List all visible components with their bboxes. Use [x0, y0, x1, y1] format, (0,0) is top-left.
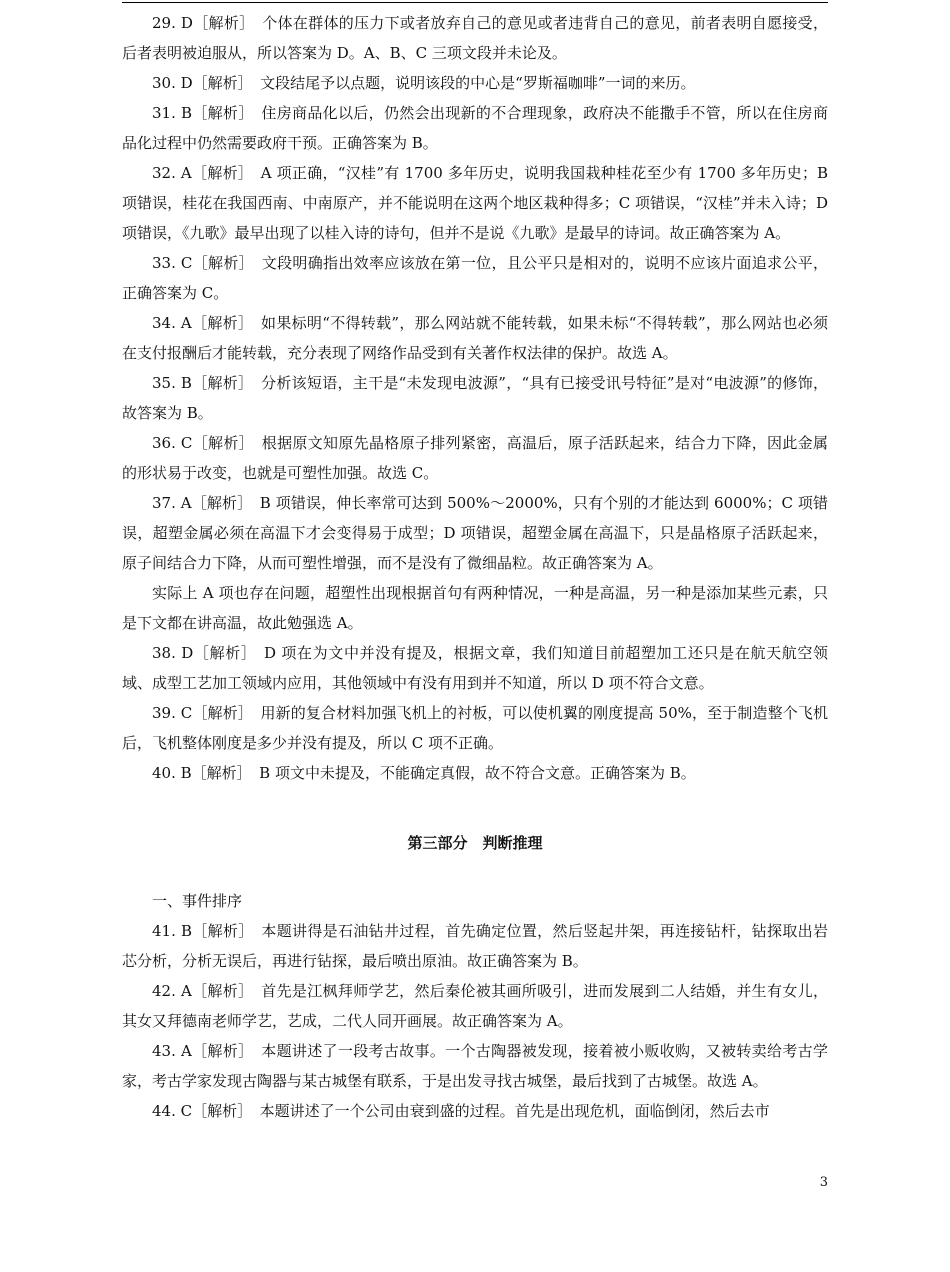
question-number: 30. D	[152, 74, 193, 92]
header-rule	[122, 2, 828, 3]
explanation-paragraph	[122, 68, 828, 98]
question-number: 44. C	[152, 1102, 193, 1120]
explanation-text: 文段结尾予以点题，说明该段的中心是“罗斯福咖啡”一词的来历。	[260, 74, 696, 92]
question-number: 42. A	[152, 982, 192, 1000]
analysis-tag: ［解析］	[191, 764, 252, 782]
analysis-tag: ［解析］	[191, 104, 254, 122]
explanation-paragraph	[122, 638, 828, 698]
explanation-list-top	[122, 8, 828, 788]
explanation-list-bottom	[122, 916, 828, 1126]
question-number: 29. D	[152, 14, 193, 32]
analysis-tag: ［解析］	[192, 74, 253, 92]
analysis-tag: ［解析］	[191, 1042, 254, 1060]
question-number: 43. A	[152, 1042, 192, 1060]
explanation-paragraph	[122, 976, 828, 1036]
analysis-tag: ［解析］	[192, 14, 255, 32]
explanation-paragraph	[122, 98, 828, 158]
analysis-tag: ［解析］	[191, 922, 254, 940]
explanation-text: D 项在为文中并没有提及，根据文章，我们知道目前超塑加工还只是在航天航空领域、成型工艺加工领域内应用，其他领域中有没有用到并不知道，所以 D 项不符合文意。	[122, 644, 828, 692]
analysis-tag: ［解析］	[191, 164, 254, 182]
explanation-text: B 项文中未提及，不能确定真假，故不符合文意。正确答案为 B。	[259, 764, 696, 782]
question-number: 31. B	[152, 104, 192, 122]
explanation-paragraph	[122, 698, 828, 758]
explanation-text: A 项正确，“汉桂”有 1700 多年历史，说明我国栽种桂花至少有 1700 多年历史；B 项错误，桂花在我国西南、中南原产，并不能说明在这两个地区栽种得多；C 项错误，“汉桂”并未入诗；D 项错误，《九歌》最早出现了以桂入诗的诗句，但并不是说《九歌》是最早的诗词。故正确答案为 A。	[122, 164, 828, 242]
explanation-text: 文段明确指出效率应该放在第一位，且公平只是相对的，说明不应该片面追求公平，正确答案为 C。	[122, 254, 828, 302]
question-number: 38. D	[152, 644, 194, 662]
question-number: 39. C	[152, 704, 193, 722]
explanation-text: 分析该短语，主干是“未发现电波源”，“具有已接受讯号特征”是对“电波源”的修饰，故答案为 B。	[122, 374, 828, 422]
explanation-text: 本题讲述了一个公司由衰到盛的过程。首先是出现危机，面临倒闭，然后去市	[259, 1102, 770, 1120]
explanation-paragraph	[122, 758, 828, 788]
question-number: 41. B	[152, 922, 192, 940]
explanation-text: B 项错误，伸长率常可达到 500%～2000%，只有个别的才能达到 6000%；C 项错误，超塑金属必须在高温下才会变得易于成型；D 项错误，超塑金属在高温下，只是晶格原子活跃起来，原子间结合力下降，从而可塑性增强，而不是没有了微细晶粒。故正确答案为 A。	[122, 494, 828, 572]
analysis-tag: ［解析］	[192, 1102, 253, 1120]
answer-explanations	[122, 8, 828, 1126]
explanation-paragraph	[122, 248, 828, 308]
analysis-tag: ［解析］	[191, 314, 254, 332]
explanation-text: 本题讲述了一段考古故事。一个古陶器被发现，接着被小贩收购，又被转卖给考古学家，考古学家发现古陶器与某古城堡有联系，于是出发寻找古城堡，最后找到了古城堡。故选 A。	[122, 1042, 828, 1090]
question-number: 36. C	[152, 434, 193, 452]
explanation-paragraph	[122, 308, 828, 368]
explanation-text: 个体在群体的压力下或者放弃自己的意见或者违背自己的意见，前者表明自愿接受，后者表明被迫服从，所以答案为 D。A、B、C 三项文段并未论及。	[122, 14, 828, 62]
subheading: 一、事件排序	[152, 892, 243, 910]
explanation-text: 住房商品化以后，仍然会出现新的不合理现象，政府决不能撒手不管，所以在住房商品化过程中仍然需要政府干预。正确答案为 B。	[122, 104, 828, 152]
question-number: 33. C	[152, 254, 193, 272]
explanation-text: 根据原文知原先晶格原子排列紧密，高温后，原子活跃起来，结合力下降，因此金属的形状易于改变，也就是可塑性加强。故选 C。	[122, 434, 828, 482]
explanation-paragraph	[122, 916, 828, 976]
question-number: 40. B	[152, 764, 192, 782]
explanation-text: 首先是江枫拜师学艺，然后秦伦被其画所吸引，进而发展到二人结婚，并生有女儿，其女又拜德南老师学艺，艺成，二代人同开画展。故正确答案为 A。	[122, 982, 828, 1030]
question-number: 35. B	[152, 374, 192, 392]
analysis-tag: ［解析］	[191, 374, 254, 392]
explanation-text: 本题讲得是石油钻井过程，首先确定位置，然后竖起井架，再连接钻杆，钻探取出岩芯分析，分析无误后，再进行钻探，最后喷出原油。故正确答案为 B。	[122, 922, 828, 970]
question-number: 32. A	[152, 164, 192, 182]
analysis-tag: ［解析］	[192, 254, 254, 272]
explanation-text: 实际上 A 项也存在问题，超塑性出现根据首句有两种情况，一种是高温，另一种是添加某些元素，只是下文都在讲高温，故此勉强选 A。	[122, 584, 828, 632]
explanation-paragraph	[122, 428, 828, 488]
explanation-paragraph	[122, 488, 828, 578]
analysis-tag: ［解析］	[191, 982, 254, 1000]
explanation-text: 用新的复合材料加强飞机上的衬板，可以使机翼的刚度提高 50%，至于制造整个飞机后，飞机整体刚度是多少并没有提及，所以 C 项不正确。	[122, 704, 828, 752]
analysis-tag: ［解析］	[192, 704, 253, 722]
explanation-paragraph	[122, 158, 828, 248]
analysis-tag: ［解析］	[192, 434, 254, 452]
analysis-tag: ［解析］	[193, 644, 257, 662]
explanation-paragraph	[122, 8, 828, 68]
analysis-tag: ［解析］	[191, 494, 253, 512]
section-title: 第三部分 判断推理	[407, 834, 543, 852]
explanation-paragraph	[122, 1096, 828, 1126]
question-number: 34. A	[152, 314, 192, 332]
explanation-paragraph	[122, 1036, 828, 1096]
explanation-paragraph	[122, 578, 828, 638]
explanation-text: 如果标明“不得转载”，那么网站就不能转载，如果未标“不得转载”，那么网站也必须在支付报酬后才能转载，充分表现了网络作品受到有关著作权法律的保护。故选 A。	[122, 314, 828, 362]
question-number: 37. A	[152, 494, 192, 512]
page-number: 3	[819, 1175, 828, 1190]
explanation-paragraph	[122, 368, 828, 428]
